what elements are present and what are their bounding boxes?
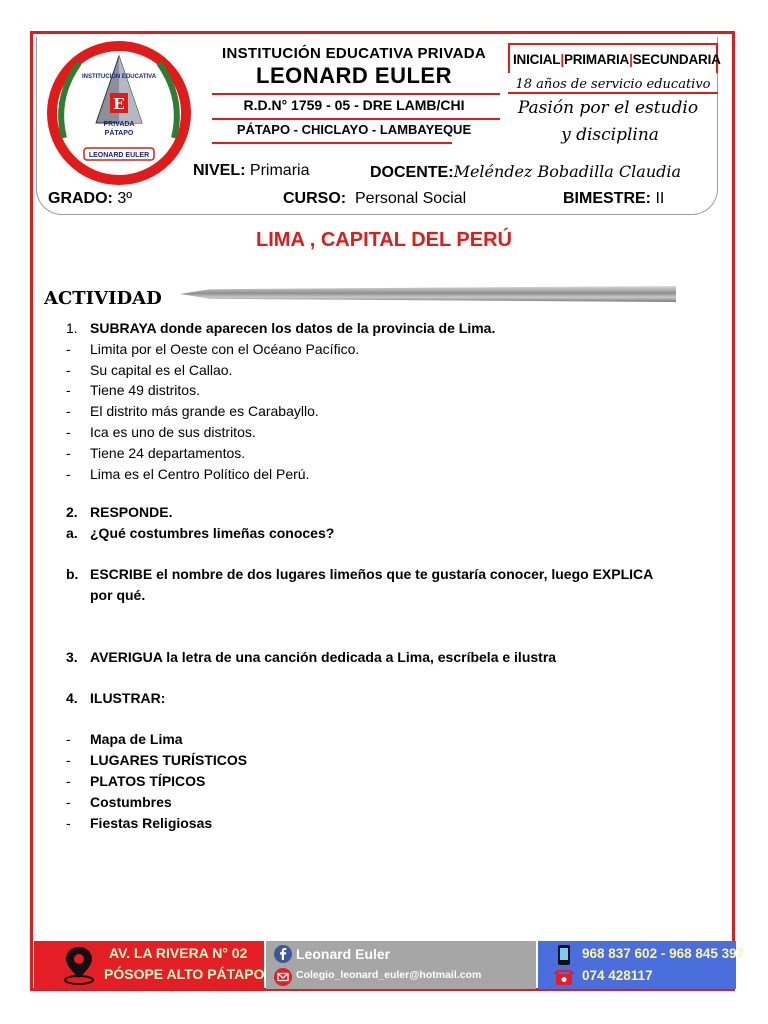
q1-verb: SUBRAYA [90,320,157,336]
logo-private: PRIVADA [103,121,135,128]
logo-town: PÁTAPO [104,130,134,137]
q1-text: donde aparecen los datos de la provincia de Lima. [156,320,496,336]
bimestre-field [563,190,664,208]
institution-name: LEONARD EULER [256,63,452,88]
logo-ribbon: LEONARD EULER [88,152,150,159]
institution-type: INSTITUCIÓN EDUCATIVA PRIVADA [222,45,486,62]
header-rule-mid [212,118,500,120]
motto-line-1: Pasión por el estudio [517,98,699,118]
curso-value: Personal Social [355,190,467,207]
footer-bar [34,941,745,989]
curso-field [283,190,466,208]
level-inicial: INICIAL [513,52,561,67]
years-of-service: 18 años de servicio educativo [508,77,718,94]
levels-list [513,52,721,67]
school-logo [44,38,194,188]
grado-value: 3º [117,190,133,207]
logo-letter: E [113,95,125,113]
nivel-value: Primaria [249,162,310,179]
nivel-label: NIVEL: [193,162,246,179]
level-secundaria: SECUNDARIA [632,52,721,67]
footer-email: Colegio_leonard_euler@hotmail.com [296,969,482,981]
header-rule-bottom [212,142,452,144]
bimestre-label: BIMESTRE: [563,190,651,207]
q1-number: 1. [66,320,78,336]
header-rule-top [212,93,500,95]
telephone-icon [552,966,576,986]
section-heading: ACTIVIDAD [44,288,162,309]
curso-label: CURSO: [283,190,347,207]
institution-location: PÁTAPO - CHICLAYO - LAMBAYEQUE [236,122,472,137]
mobile-phone-icon [556,944,572,966]
bimestre-value: II [655,190,665,207]
motto-line-2: y disciplina [561,125,659,145]
page-title: LIMA , CAPITAL DEL PERÚ [256,229,512,251]
footer-mobile-numbers: 968 837 602 - 968 845 397 [582,946,745,961]
grado-field [48,190,132,208]
location-pin-icon [62,945,96,985]
docente-field [370,162,681,182]
resolution-number: R.D.N° 1759 - 05 - DRE LAMB/CHI [243,97,465,113]
footer-facebook: Leonard Euler [296,946,391,962]
grado-label: GRADO: [48,190,113,207]
docente-label: DOCENTE: [370,164,454,181]
docente-value: Meléndez Bobadilla Claudia [453,162,682,181]
footer-landline: 074 428117 [582,968,653,983]
email-icon [274,968,292,986]
facebook-icon [274,945,292,963]
level-separator: | [560,52,564,67]
footer-address-line-2: PÓSOPE ALTO PÁTAPO [104,966,265,982]
level-primaria: PRIMARIA [563,52,630,67]
nivel-field [193,162,309,180]
logo-ring-text: INSTITUCIÓN EDUCATIVA [81,74,157,80]
level-separator: | [629,52,633,67]
footer-address-line-1: AV. LA RIVERA N° 02 [109,945,248,961]
